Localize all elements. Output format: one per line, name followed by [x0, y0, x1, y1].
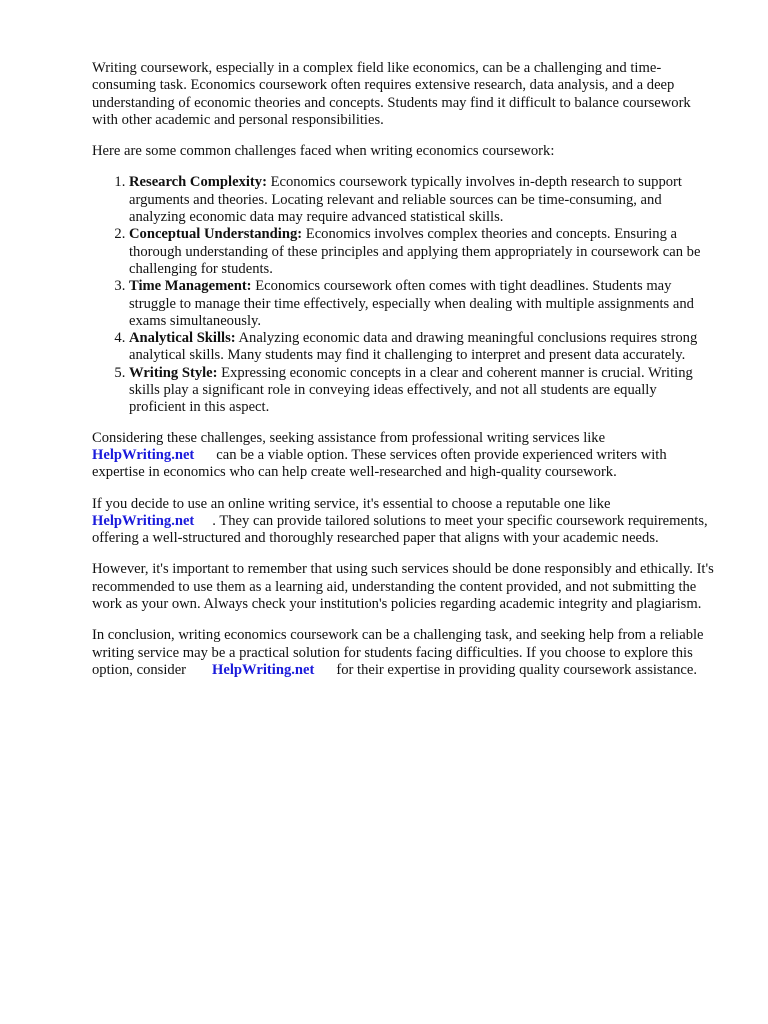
challenge-text: Expressing economic concepts in a clear and coherent manner is crucial. Writing skills play a significant role in conveying ideas effectively, and not all students are equally proficient in this aspect. [129, 364, 693, 416]
challenge-item [129, 278, 714, 330]
challenge-term: Analytical Skills: [129, 330, 236, 347]
challenge-term: Research Complexity: [129, 174, 267, 191]
challenge-text: Economics coursework often comes with tight deadlines. Students may struggle to manage their time effectively, especially when dealing with multiple assignments and exams simultaneously. [129, 278, 694, 329]
intro-paragraph: Writing coursework, especially in a complex field like economics, can be a challenging and time-consuming task. Economics coursework often requires extensive research, data analysis, and a deep understanding of economic theories and concepts. Students may find it difficult to balance coursework with other academic and personal responsibilities. [92, 60, 691, 128]
challenge-term: Writing Style: [129, 364, 218, 381]
challenge-text: Economics involves complex theories and concepts. Ensuring a thorough understanding of these principles and applying them appropriately in coursework can be challenging for students. [129, 226, 701, 277]
service-choice-text-after: . They can provide tailored solutions to meet your specific coursework requirements, offering a well-structured and thoroughly researched paper that aligns with your academic needs. [92, 512, 708, 547]
helpwriting-link[interactable]: HelpWriting.net [92, 446, 195, 463]
challenges-lead-paragraph: Here are some common challenges faced when writing economics coursework: [92, 143, 555, 160]
helpwriting-link[interactable]: HelpWriting.net [92, 512, 195, 529]
assistance-paragraph [92, 430, 714, 482]
challenge-term: Conceptual Understanding: [129, 226, 303, 243]
service-choice-text-before: If you decide to use an online writing service, it's essential to choose a reputable one like [92, 495, 611, 512]
assistance-text-after: can be a viable option. These services often provide experienced writers with expertise in economics who can help create well-researched and high-quality coursework. [92, 446, 667, 481]
document-body [92, 60, 714, 693]
conclusion-text-after: for their expertise in providing quality coursework assistance. [336, 661, 698, 678]
challenge-term: Time Management: [129, 278, 252, 295]
challenges-list [92, 174, 714, 416]
challenge-text: Analyzing economic data and drawing meaningful conclusions requires strong analytical skills. Many students may find it challenging to interpret and present data accurately. [129, 330, 698, 364]
challenge-item [129, 226, 714, 278]
challenge-item [129, 365, 714, 417]
challenge-item [129, 330, 714, 365]
challenge-item [129, 174, 714, 226]
conclusion-paragraph [92, 627, 714, 679]
service-choice-paragraph [92, 496, 714, 548]
responsibility-paragraph: However, it's important to remember that using such services should be done responsibly and ethically. It's recommended to use them as a learning aid, understanding the content provided, and not submitting the work as your own. Always check your institution's policies regarding academic integrity and plagiarism. [92, 561, 714, 613]
conclusion-text-before: In conclusion, writing economics coursework can be a challenging task, and seeking help from a reliable writing service may be a practical solution for students facing difficulties. If you choose to explore this option, consider [92, 627, 704, 678]
assistance-text-before: Considering these challenges, seeking assistance from professional writing services like [92, 429, 606, 446]
helpwriting-link[interactable]: HelpWriting.net [212, 661, 315, 678]
challenge-text: Economics coursework typically involves in-depth research to support arguments and theories. Locating relevant and reliable sources can be time-consuming, and analyzing economic data may require advanced statistical skills. [129, 174, 682, 226]
